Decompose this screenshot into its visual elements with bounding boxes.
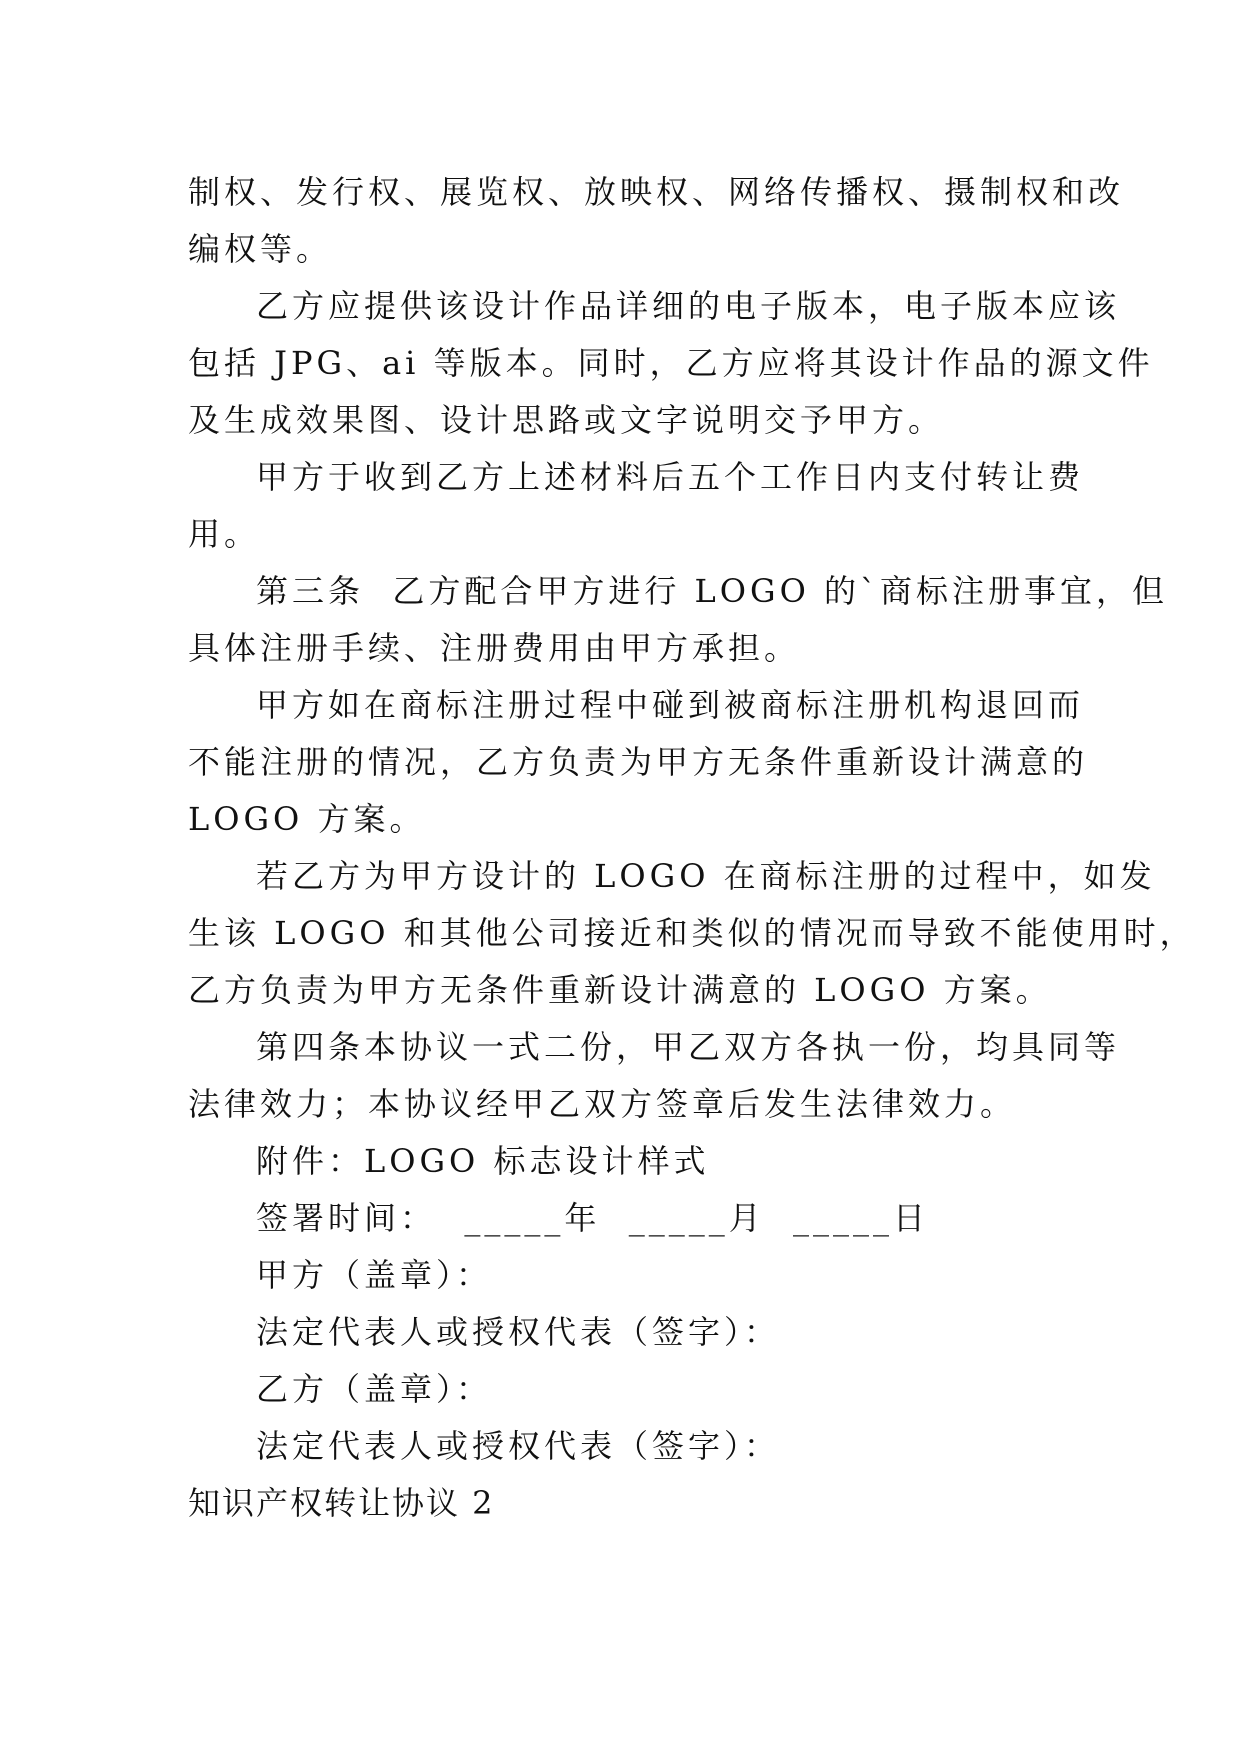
paragraph-line: 具体注册手续、注册费用由甲方承担。 [188, 629, 801, 667]
paragraph-line: 不能注册的情况，乙方负责为甲方无条件重新设计满意的 [188, 743, 1089, 781]
paragraph-line: 制权、发行权、展览权、放映权、网络传播权、摄制权和改 [188, 173, 1125, 211]
party-b-seal-line: 乙方（盖章）： [256, 1370, 493, 1408]
paragraph-line: 若乙方为甲方设计的 LOGO 在商标注册的过程中，如发 [256, 857, 1156, 895]
paragraph-line: 乙方负责为甲方无条件重新设计满意的 LOGO 方案。 [188, 971, 1052, 1009]
paragraph-line: 生该 LOGO 和其他公司接近和类似的情况而导致不能使用时， [188, 914, 1196, 952]
paragraph-line: 甲方如在商标注册过程中碰到被商标注册机构退回而 [256, 686, 1085, 724]
party-a-representative-line: 法定代表人或授权代表（签字）： [256, 1313, 781, 1351]
paragraph-line: 甲方于收到乙方上述材料后五个工作日内支付转让费 [256, 458, 1085, 496]
section-title: 知识产权转让协议 2 [188, 1484, 495, 1522]
paragraph-line: 法律效力；本协议经甲乙双方签章后发生法律效力。 [188, 1085, 1017, 1123]
attachment-line: 附件：LOGO 标志设计样式 [256, 1142, 710, 1180]
paragraph-line: LOGO 方案。 [188, 800, 426, 838]
paragraph-line: 编权等。 [188, 230, 333, 268]
signing-date-line: 签署时间： _____年 _____月 _____日 [256, 1199, 930, 1237]
party-b-representative-line: 法定代表人或授权代表（签字）： [256, 1427, 781, 1465]
paragraph-line: 包括 JPG、ai 等版本。同时，乙方应将其设计作品的源文件 [188, 344, 1154, 382]
party-a-seal-line: 甲方（盖章）： [256, 1256, 493, 1294]
paragraph-line: 及生成效果图、设计思路或文字说明交予甲方。 [188, 401, 945, 439]
paragraph-line: 乙方应提供该设计作品详细的电子版本，电子版本应该 [256, 287, 1121, 325]
paragraph-line: 用。 [188, 515, 261, 553]
article-four-line: 第四条本协议一式二份，甲乙双方各执一份，均具同等 [256, 1028, 1121, 1066]
article-three-line: 第三条 乙方配合甲方进行 LOGO 的`商标注册事宜，但 [256, 572, 1168, 610]
